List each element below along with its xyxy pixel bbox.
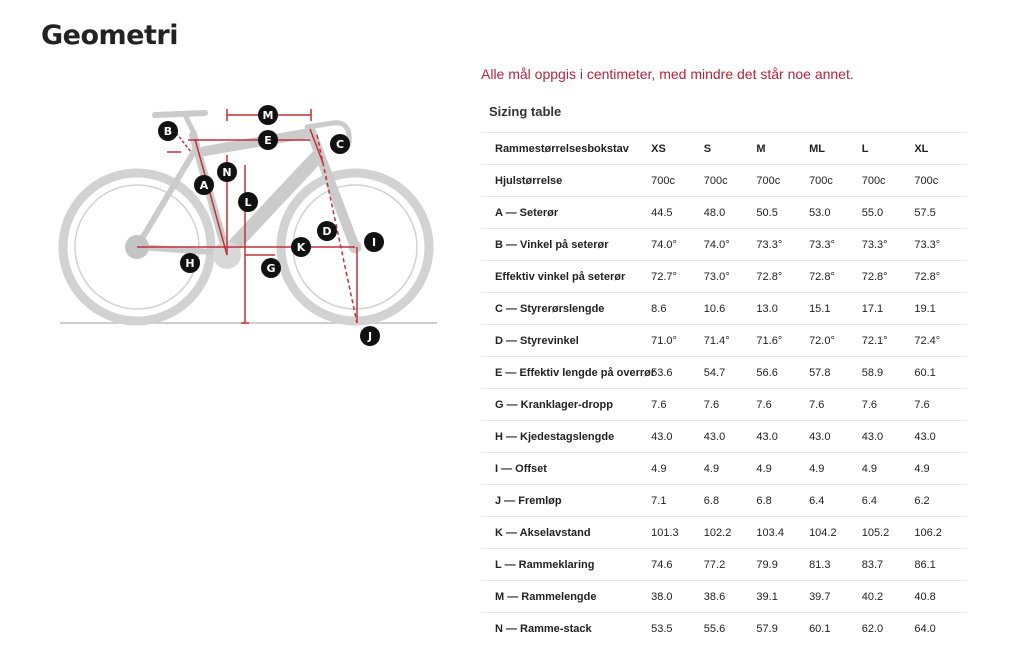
table-cell: 102.2 (704, 517, 757, 549)
table-cell: 7.6 (809, 389, 862, 421)
table-cell: 74.0° (651, 229, 704, 261)
table-cell: 39.1 (756, 581, 809, 613)
table-cell: 39.7 (809, 581, 862, 613)
table-cell: 74.0° (704, 229, 757, 261)
table-cell: 38.0 (651, 581, 704, 613)
table-cell: 44.5 (651, 197, 704, 229)
row-label: I — Offset (481, 453, 651, 485)
marker-d (317, 221, 337, 241)
table-cell: 55.0 (862, 197, 915, 229)
table-cell: 57.5 (914, 197, 967, 229)
page-title: Geometri (41, 20, 178, 51)
row-label: Effektiv vinkel på seterør (481, 261, 651, 293)
marker-h (180, 253, 200, 273)
table-cell: 43.0 (756, 421, 809, 453)
table-cell: 62.0 (862, 613, 915, 645)
marker-i (364, 232, 384, 252)
marker-a (194, 175, 214, 195)
row-label: Hjulstørrelse (481, 165, 651, 197)
svg-text:G: G (266, 262, 276, 275)
table-cell: 7.1 (651, 485, 704, 517)
table-cell: 7.6 (651, 389, 704, 421)
units-note: Alle mål oppgis i centimeter, med mindre det står noe annet. (481, 66, 854, 82)
table-cell: 7.6 (704, 389, 757, 421)
marker-j (360, 326, 380, 346)
marker-b (158, 121, 178, 141)
geometry-table (481, 132, 967, 644)
table-cell: 19.1 (914, 293, 967, 325)
table-cell: 58.9 (862, 357, 915, 389)
table-cell: 13.0 (756, 293, 809, 325)
table-cell: 74.6 (651, 549, 704, 581)
table-cell: 55.6 (704, 613, 757, 645)
row-label: B — Vinkel på seterør (481, 229, 651, 261)
row-label: E — Effektiv lengde på overrør (481, 357, 651, 389)
table-cell: 7.6 (914, 389, 967, 421)
table-cell: 700c (756, 165, 809, 197)
marker-g (261, 258, 281, 278)
table-cell: 43.0 (651, 421, 704, 453)
svg-text:B: B (163, 125, 173, 138)
size-header: ML (809, 133, 862, 165)
table-cell: 60.1 (809, 613, 862, 645)
table-cell: 43.0 (914, 421, 967, 453)
table-cell: 72.4° (914, 325, 967, 357)
table-cell: 40.8 (914, 581, 967, 613)
table-cell: 6.4 (809, 485, 862, 517)
table-cell: 64.0 (914, 613, 967, 645)
table-row (481, 229, 967, 261)
table-cell: 73.3° (809, 229, 862, 261)
table-cell: 105.2 (862, 517, 915, 549)
table-cell: 72.7° (651, 261, 704, 293)
table-cell: 71.6° (756, 325, 809, 357)
marker-e (258, 130, 278, 150)
table-row (481, 389, 967, 421)
table-cell: 71.0° (651, 325, 704, 357)
table-cell: 6.8 (756, 485, 809, 517)
table-cell: 73.0° (704, 261, 757, 293)
table-cell: 53.5 (651, 613, 704, 645)
header-label: Rammestørrelsesbokstav (481, 133, 651, 165)
row-label: G — Kranklager-dropp (481, 389, 651, 421)
table-cell: 4.9 (862, 453, 915, 485)
row-label: D — Styrevinkel (481, 325, 651, 357)
table-cell: 72.8° (809, 261, 862, 293)
table-cell: 73.3° (914, 229, 967, 261)
bike-geometry-diagram (55, 95, 445, 355)
table-cell: 60.1 (914, 357, 967, 389)
svg-text:I: I (371, 236, 377, 249)
table-row (481, 325, 967, 357)
table-cell: 57.9 (756, 613, 809, 645)
table-cell: 106.2 (914, 517, 967, 549)
table-cell: 40.2 (862, 581, 915, 613)
table-cell: 56.6 (756, 357, 809, 389)
table-cell: 73.3° (862, 229, 915, 261)
table-cell: 700c (914, 165, 967, 197)
table-cell: 17.1 (862, 293, 915, 325)
table-row (481, 549, 967, 581)
table-cell: 53.0 (809, 197, 862, 229)
marker-c (330, 134, 350, 154)
table-cell: 7.6 (756, 389, 809, 421)
table-cell: 4.9 (756, 453, 809, 485)
table-row (481, 581, 967, 613)
table-cell: 71.4° (704, 325, 757, 357)
table-row (481, 165, 967, 197)
table-cell: 43.0 (862, 421, 915, 453)
table-cell: 4.9 (914, 453, 967, 485)
size-header: XS (651, 133, 704, 165)
marker-k (291, 237, 311, 257)
table-header-row (481, 133, 967, 165)
table-cell: 72.8° (862, 261, 915, 293)
table-cell: 48.0 (704, 197, 757, 229)
table-cell: 86.1 (914, 549, 967, 581)
table-row (481, 357, 967, 389)
size-header: XL (914, 133, 967, 165)
table-cell: 700c (651, 165, 704, 197)
table-cell: 72.8° (756, 261, 809, 293)
table-cell: 43.0 (704, 421, 757, 453)
marker-l (238, 192, 258, 212)
table-cell: 83.7 (862, 549, 915, 581)
table-row (481, 613, 967, 645)
marker-n (217, 162, 237, 182)
table-cell: 73.3° (756, 229, 809, 261)
table-row (481, 421, 967, 453)
table-cell: 6.8 (704, 485, 757, 517)
table-cell: 10.6 (704, 293, 757, 325)
table-cell: 43.0 (809, 421, 862, 453)
row-label: J — Fremløp (481, 485, 651, 517)
table-cell: 6.4 (862, 485, 915, 517)
table-cell: 50.5 (756, 197, 809, 229)
table-cell: 700c (809, 165, 862, 197)
svg-text:E: E (264, 134, 272, 147)
svg-text:J: J (367, 330, 373, 343)
table-row (481, 485, 967, 517)
svg-text:K: K (296, 241, 306, 254)
table-cell: 103.4 (756, 517, 809, 549)
table-row (481, 293, 967, 325)
table-cell: 700c (862, 165, 915, 197)
table-cell: 81.3 (809, 549, 862, 581)
row-label: L — Rammeklaring (481, 549, 651, 581)
table-cell: 4.9 (651, 453, 704, 485)
svg-text:N: N (222, 166, 232, 179)
table-cell: 72.1° (862, 325, 915, 357)
row-label: K — Akselavstand (481, 517, 651, 549)
sizing-table-label: Sizing table (489, 104, 562, 119)
table-cell: 72.0° (809, 325, 862, 357)
table-cell: 104.2 (809, 517, 862, 549)
table-row (481, 453, 967, 485)
size-header: M (756, 133, 809, 165)
table-cell: 4.9 (809, 453, 862, 485)
table-cell: 101.3 (651, 517, 704, 549)
table-row (481, 197, 967, 229)
size-header: L (862, 133, 915, 165)
svg-text:D: D (322, 225, 332, 238)
row-label: M — Rammelengde (481, 581, 651, 613)
table-cell: 57.8 (809, 357, 862, 389)
row-label: A — Seterør (481, 197, 651, 229)
geometry-table-container (481, 132, 967, 644)
svg-text:H: H (185, 257, 195, 270)
table-cell: 8.6 (651, 293, 704, 325)
table-cell: 54.7 (704, 357, 757, 389)
table-cell: 53.6 (651, 357, 704, 389)
table-cell: 79.9 (756, 549, 809, 581)
marker-m (258, 105, 278, 125)
table-row (481, 261, 967, 293)
row-label: N — Ramme-stack (481, 613, 651, 645)
row-label: C — Styrerørslengde (481, 293, 651, 325)
table-cell: 38.6 (704, 581, 757, 613)
table-cell: 72.8° (914, 261, 967, 293)
table-cell: 7.6 (862, 389, 915, 421)
svg-text:M: M (262, 109, 274, 122)
svg-text:A: A (199, 179, 209, 192)
svg-text:C: C (335, 138, 345, 151)
table-cell: 77.2 (704, 549, 757, 581)
table-cell: 6.2 (914, 485, 967, 517)
table-row (481, 517, 967, 549)
table-cell: 15.1 (809, 293, 862, 325)
row-label: H — Kjedestagslengde (481, 421, 651, 453)
svg-text:L: L (244, 196, 252, 209)
table-cell: 4.9 (704, 453, 757, 485)
table-cell: 700c (704, 165, 757, 197)
size-header: S (704, 133, 757, 165)
